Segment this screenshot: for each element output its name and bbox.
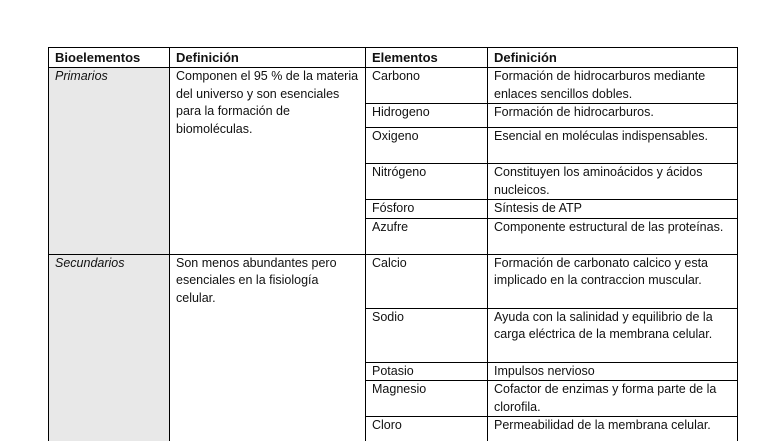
element-description: Esencial en moléculas indispensables. [488, 128, 738, 164]
bioelements-table [48, 47, 738, 441]
element-description: Síntesis de ATP [488, 200, 738, 219]
element-name: Sodio [366, 308, 488, 362]
element-name: Potasio [366, 362, 488, 381]
group-name-secundarios: Secundarios [49, 254, 170, 441]
element-description: Permeabilidad de la membrana celular. [488, 417, 738, 441]
header-definicion-group: Definición [170, 48, 366, 68]
header-row [49, 48, 738, 68]
element-name: Azufre [366, 218, 488, 254]
element-description: Formación de hidrocarburos mediante enlaces sencillos dobles. [488, 68, 738, 104]
table-row [49, 68, 738, 104]
group-definition-secundarios: Son menos abundantes pero esenciales en la fisiología celular. [170, 254, 366, 441]
header-elementos: Elementos [366, 48, 488, 68]
element-name: Cloro [366, 417, 488, 441]
element-description: Formación de hidrocarburos. [488, 104, 738, 128]
group-definition-primarios: Componen el 95 % de la materia del universo y son esenciales para la formación de biomoléculas. [170, 68, 366, 255]
header-definicion-element: Definición [488, 48, 738, 68]
element-name: Oxigeno [366, 128, 488, 164]
table-row [49, 254, 738, 308]
element-name: Hidrogeno [366, 104, 488, 128]
element-name: Calcio [366, 254, 488, 308]
element-name: Carbono [366, 68, 488, 104]
element-description: Cofactor de enzimas y forma parte de la clorofila. [488, 381, 738, 417]
element-name: Magnesio [366, 381, 488, 417]
element-name: Fósforo [366, 200, 488, 219]
element-description: Formación de carbonato calcico y esta implicado en la contraccion muscular. [488, 254, 738, 308]
element-description: Constituyen los aminoácidos y ácidos nucleicos. [488, 164, 738, 200]
group-name-primarios: Primarios [49, 68, 170, 255]
element-description: Ayuda con la salinidad y equilibrio de la carga eléctrica de la membrana celular. [488, 308, 738, 362]
element-name: Nitrógeno [366, 164, 488, 200]
element-description: Componente estructural de las proteínas. [488, 218, 738, 254]
element-description: Impulsos nervioso [488, 362, 738, 381]
header-bioelementos: Bioelementos [49, 48, 170, 68]
